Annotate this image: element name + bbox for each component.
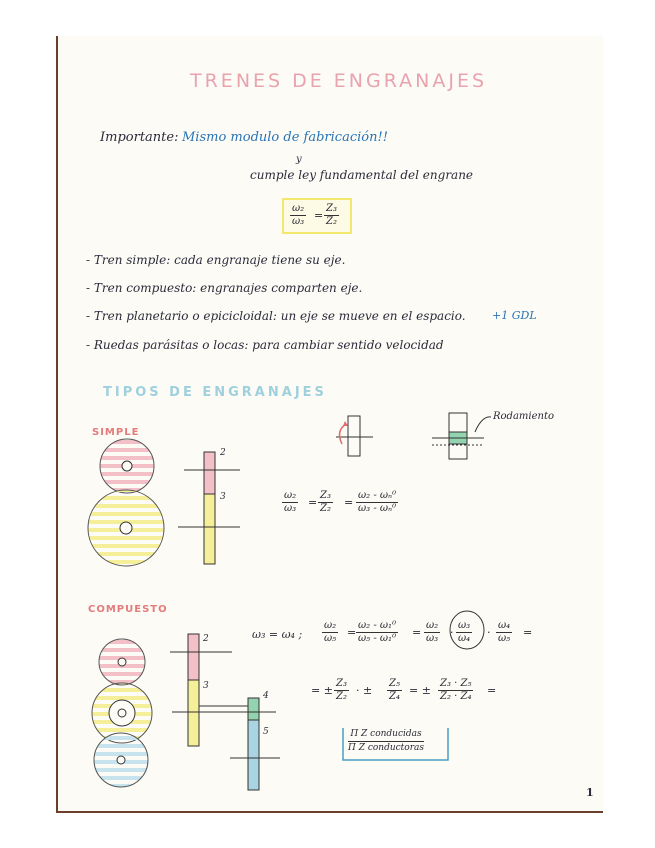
simple-gear-2 xyxy=(100,439,154,493)
simple-f3-den: ω₃ - ωₙ⁰ xyxy=(358,503,397,514)
comp-l2-b-num: Z₅ xyxy=(389,678,400,689)
section-title: TIPOS DE ENGRANAJES xyxy=(103,385,327,400)
comp-eq-3: = xyxy=(523,626,533,639)
comp-f1-den: ω₅ xyxy=(324,633,337,644)
comp-frac-2 xyxy=(356,620,398,645)
importante-text: Mismo modulo de fabricación!! xyxy=(182,130,388,145)
comp-f4-den: ω₄ xyxy=(458,633,471,644)
comp-l2-a-den: Z₂ xyxy=(336,691,347,702)
comp-l2-mid: · ± xyxy=(356,684,373,697)
comp-frac-4 xyxy=(456,620,472,645)
simple-f1-num: ω₂ xyxy=(284,490,297,501)
comp-l2-c-den: Z₂ · Z₄ xyxy=(440,691,472,702)
simple-eq-1: = xyxy=(308,496,318,509)
shaft-bearing-sketch xyxy=(336,416,373,456)
boxed-rden: Z₂ xyxy=(326,216,337,227)
simple-label: SIMPLE xyxy=(92,427,140,438)
comp-l2-frac-a xyxy=(334,678,349,703)
compuesto-gear-2-number: 2 xyxy=(203,634,209,644)
simple-eq-2: = xyxy=(344,496,354,509)
comp-f3-num: ω₂ xyxy=(426,620,439,631)
simple-f3-num: ω₂ - ωₙ⁰ xyxy=(358,490,397,501)
comp-eq-2: = xyxy=(412,626,422,639)
compuesto-gear-2 xyxy=(99,639,145,685)
simple-frac-1 xyxy=(282,490,298,515)
comp-f1-num: ω₂ xyxy=(324,620,337,631)
comp-f2-num: ω₂ - ω₁⁰ xyxy=(358,620,397,631)
boxed-eq: = xyxy=(314,209,324,222)
simple-f2-num: Z₃ xyxy=(320,490,331,501)
importante-label: Importante: xyxy=(100,130,179,145)
simple-gear-3-number: 3 xyxy=(220,492,226,502)
compuesto-label: COMPUESTO xyxy=(88,604,168,615)
comp-l2-c-num: Z₃ · Z₅ xyxy=(440,678,472,689)
simple-frac-2 xyxy=(318,490,333,515)
compuesto-gear-3-number: 3 xyxy=(203,681,209,691)
bullet-ruedas-parasitas: - Ruedas parásitas o locas: para cambiar sentido velocidad xyxy=(86,338,444,352)
comp-l2-mid2: = ± xyxy=(409,684,431,697)
comp-l2-frac-c xyxy=(438,678,473,703)
conductoras-den: Π Z conductoras xyxy=(348,743,424,753)
simple-gear-2-number: 2 xyxy=(220,448,226,458)
page-title: TRENES DE ENGRANAJES xyxy=(190,70,488,92)
simple-shafts xyxy=(178,452,240,564)
comp-f4-num: ω₃ xyxy=(458,620,471,631)
boxed-den: ω₃ xyxy=(292,216,305,227)
planetario-gdl: +1 GDL xyxy=(492,309,537,322)
comp-dot-1: · xyxy=(450,626,454,639)
simple-gear-3 xyxy=(88,490,164,566)
simple-f1-den: ω₃ xyxy=(284,503,297,514)
comp-l2-b-den: Z₄ xyxy=(389,691,400,702)
compuesto-gear-5 xyxy=(94,733,148,787)
simple-frac-3 xyxy=(356,490,398,515)
bullet-tren-compuesto: - Tren compuesto: engranajes comparten eje. xyxy=(86,281,363,295)
comp-l2-frac-b xyxy=(387,678,402,703)
comp-f2-den: ω₅ - ω₁⁰ xyxy=(358,633,397,644)
compuesto-gear-4-number: 4 xyxy=(263,691,269,701)
rodamiento-sketch xyxy=(432,413,491,459)
compuesto-relation: ω₃ = ω₄ ; xyxy=(252,628,303,641)
bullet-tren-simple: - Tren simple: cada engranaje tiene su eje. xyxy=(86,253,346,267)
conducidas-num: Π Z conducidas xyxy=(348,728,423,742)
boxed-num: ω₂ xyxy=(292,203,305,214)
comp-frac-5 xyxy=(496,620,512,645)
rodamiento-label: Rodamiento xyxy=(493,411,554,422)
comp-f3-den: ω₃ xyxy=(426,633,439,644)
boxed-rnum: Z₃ xyxy=(326,203,337,214)
comp-eq-1: = xyxy=(347,626,357,639)
compuesto-shafts xyxy=(170,634,280,790)
bullet-tren-planetario: - Tren planetario o epicicloidal: un eje se mueve en el espacio. xyxy=(86,309,466,323)
conducidas-fraction xyxy=(348,728,424,755)
comp-frac-3 xyxy=(424,620,440,645)
simple-f2-den: Z₂ xyxy=(320,503,331,514)
comp-l2-a-num: Z₃ xyxy=(336,678,347,689)
importante-line2: cumple ley fundamental del engrane xyxy=(250,168,474,182)
comp-l2-prefix: = ± xyxy=(311,684,333,697)
importante-connector: y xyxy=(296,154,302,165)
page-number: 1 xyxy=(586,786,594,799)
comp-f5-den: ω₅ xyxy=(498,633,511,644)
comp-f5-num: ω₄ xyxy=(498,620,511,631)
comp-l2-eq: = xyxy=(487,684,497,697)
comp-dot-2: · xyxy=(487,626,491,639)
compuesto-gear-5-number: 5 xyxy=(263,727,269,737)
comp-frac-1 xyxy=(322,620,338,645)
